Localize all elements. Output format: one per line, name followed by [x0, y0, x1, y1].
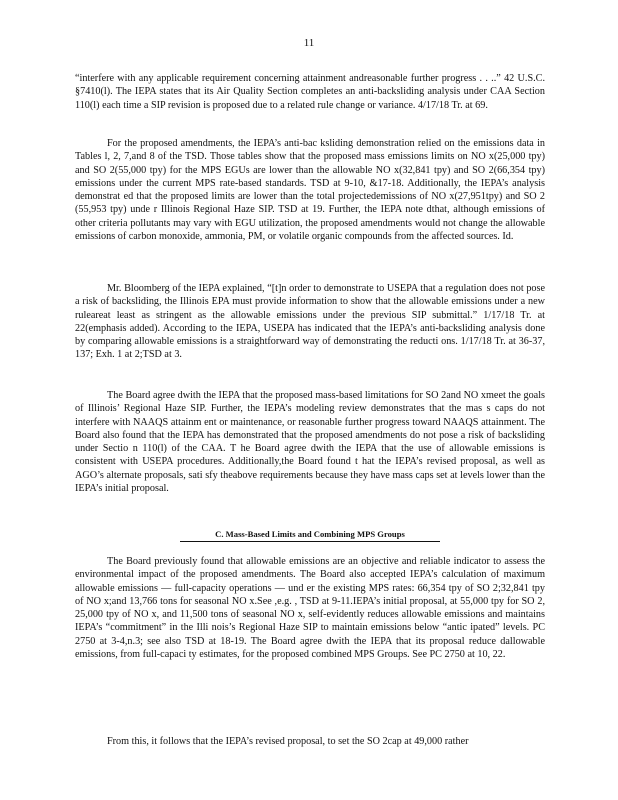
paragraph-6: From this, it follows that the IEPA’s revised proposal, to set the SO 2cap at 49,000 rather — [107, 736, 469, 747]
paragraph-2: For the proposed amendments, the IEPA’s anti-bac ksliding demonstration relied on the emissions data in Tables l, 2, 7,and 8 of the TSD. Those tables show that the proposed mass emissions limits on NO x(25,000 tpy) and SO 2(55,000 tpy) for the MPS EGUs are lower than the allowable NO x(32,841 tpy) and SO 2(66,354 tpy) emissions under the current MPS rate-based standards. TSD at 9-10, &17-18. Additionally, the IEPA’s analysis demonstrat ed that the proposed limits are lower than the total projectedemissions of NO x(27,951tpy) and SO 2 (55,953 tpy) unde r Illinois Regional Haze SIP. TSD at 19. Further, the IEPA note dthat, although emissions of other criteria pollutants may vary with EGU utilization, the proposed amendments would not change the allowable emissions of carbon monoxide, ammonia, PM, or volatile organic compounds from the affected sources. Id. — [75, 138, 545, 243]
paragraph-3: Mr. Bloomberg of the IEPA explained, “[t]n order to demonstrate to USEPA that a regulation does not pose a risk of backsliding, the Illinois EPA must provide information to show that the allowable emissions under a new ruleareat least as stringent as the allowable emissions under the previous SIP submittal.” 1/17/18 Tr. at 22(emphasis added). According to the IEPA, USEPA has indicated that the IEPA’s anti-backsliding analysis done by comparing allowable emissions is a straightforward way of demonstrating the reducti ons. 1/17/18 Tr. at 36-37, 137; Exh. 1 at 2;TSD at 3. — [75, 283, 545, 361]
paragraph-1: “interfere with any applicable requirement concerning attainment andreasonable further progress . . ..” 42 U.S.C. §7410(l). The IEPA states that its Air Quality Section completes an anti-backsliding analysis under CAA Section 110(l) each time a SIP revision is proposed due to a related rule change or variance. 4/17/18 Tr. at 69. — [75, 73, 545, 111]
paragraph-5: The Board previously found that allowable emissions are an objective and reliable indicator to assess the environmental impact of the proposed amendments. The Board also accepted IEPA’s calculation of maximum allowable emissions — full-capacity operations — und er the existing MPS rates: 66,354 tpy of SO 2;32,841 tpy of NO x;and 13,766 tons for seasonal NO x.See ,e.g. , TSD at 9-11.IEPA’s initial proposal, at 55,000 tpy for SO 2, 25,000 tpy of NO x, and 11,500 tons of seasonal NO x, self-evidently reduces allowable emissions and maintains IEPA’s “commitment” in the Illi nois’s Regional Haze SIP to maintain emissions below “antic ipated” levels. PC 2750 at 3-4,n.3; see also TSD at 18-19. The Board agree dwith the IEPA that its proposal reduce dallowable emissions, from full-capaci ty estimates, for the proposed combined MPS Groups. See PC 2750 at 10, 22. — [75, 556, 545, 661]
paragraph-4: The Board agree dwith the IEPA that the proposed mass-based limitations for SO 2and NO xmeet the goals of Illinois’ Regional Haze SIP. Further, the IEPA’s modeling review demonstrates that the mas s caps do not interfere with NAAQS attainm ent or maintenance, or reasonable further progress toward NAAQS attainment. The Board also found that the IEPA has demonstrated that the proposed amendments do not pose a risk of backsliding under Sectio n 110(l) of the CAA. T he Board agree dwith the IEPA that the use of allowable emissions is consistent with USEPA procedures. Additionally,the Board found t hat the IEPA’s revised proposal, as well as AGO’s alternate proposals, sati sfy theabove requirements because they have mass caps set at levels lower than the IEPA’s initial proposal. — [75, 390, 545, 495]
page-number: 11 — [303, 37, 315, 49]
section-heading: C. Mass-Based Limits and Combining MPS Groups — [180, 529, 440, 542]
